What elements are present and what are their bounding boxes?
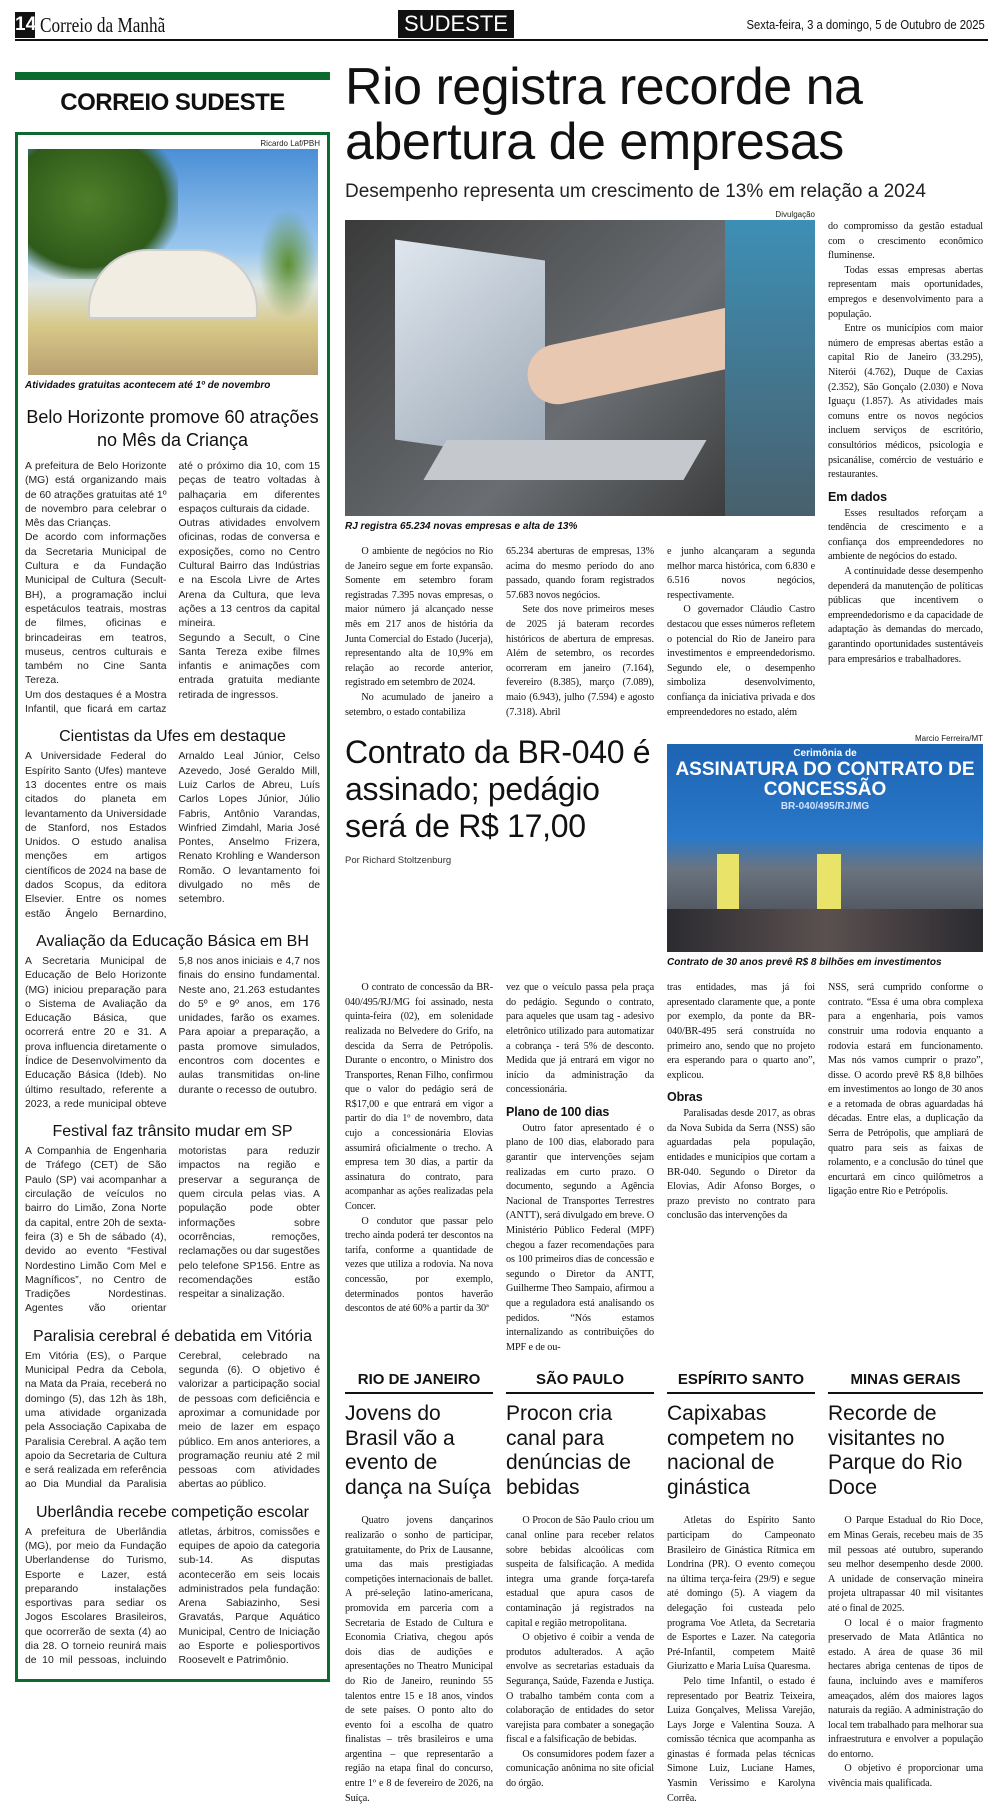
- paragraph: A prefeitura de Belo Horizonte (MG) está organizando mais de 60 atrações gratuitas até 1º de novembro para celebrar o Mês das Crianças.: [25, 461, 167, 530]
- region-tag: MINAS GERAIS: [828, 1371, 983, 1394]
- page-number: 14: [15, 12, 35, 38]
- photo-caption: Atividades gratuitas acontecem até 1º de novembro: [25, 380, 271, 391]
- article-column: [667, 1514, 815, 1806]
- article-column: [345, 981, 493, 1355]
- brief-title: Festival faz trânsito mudar em SP: [52, 1123, 293, 1141]
- paragraph: tras entidades, mas já foi apresentado claramente que, a ponte por exemplo, da ponte da BR-040/BR-495 será construída no primeiro ano, sendo que no projeto era esperando para o quarto ano”, explicou.: [667, 982, 815, 1081]
- paragraph: O condutor que passar pelo trecho ainda poderá ter descontos na tarifa, conforme a quantidade de vezes que utiliza a rodovia. Na nova concessão, por exemplo, determinados pontos haverão descontos de até 60% a partir da 30ª: [345, 1215, 493, 1315]
- paragraph: 65.234 aberturas de empresas, 13% acima do mesmo período do ano passado, quando foram registrados 57.683 novos negócios.: [506, 546, 654, 601]
- rio-photo-block: [345, 210, 815, 533]
- regional-headline: Procon cria canal para denúncias de bebidas: [506, 1402, 631, 1499]
- paragraph: O objetivo é proporcionar uma vivência mais qualificada.: [828, 1763, 983, 1790]
- brief-body: [25, 955, 320, 1112]
- article-column: [828, 1514, 983, 1806]
- paragraph: A prefeitura de Uberlândia (MG), por meio da Fundação Uberlandense do Turismo, Esporte e Lazer, está preparando instalações esportivas para sediar os Jogos Escolares Brasileiros, que ocorrerão de sexta (4) ao dia 28. O torneio reunirá mais de 10 mil pessoas, incluindo atletas, árbitros, comissões e equipes de apoio da categoria sub-14. As disputas acontecerão em seis locais administrados pela fundação: Arena Sabiazinho, Sesi Gravatás, Parque Aquático Municipal, Centro de Iniciação ao Esporte e poliesportivos Roosevelt e Patrimônio.: [25, 1526, 320, 1667]
- banner-road-text: BR-040/495/RJ/MG: [780, 801, 870, 813]
- article-column: [828, 981, 983, 1355]
- paragraph: Em Vitória (ES), o Parque Municipal Pedra da Cebola, na Mata da Praia, receberá no domingo (5), das 12h às 18h, uma atividade organizada pela Associação Capixaba de Paralisia Cerebral. A ação tem apoio da Secretaria de Cultura e será realizada em referência ao Dia Mundial da Paralisia Cerebral, celebrado na segunda (6). O objetivo é valorizar a participação social de pessoas com deficiência e aproximar a comunidade por meio de lazer em espaço público. Em anos anteriores, a programação reuniu até 2 mil pessoas com atividades abertas ao público.: [25, 1350, 320, 1491]
- laptop-keyboard-shape: [423, 440, 706, 480]
- paragraph: do compromisso da gestão estadual com o crescimento econômico fluminense.: [828, 221, 983, 262]
- correio-sudeste-box: [15, 132, 330, 1682]
- paragraph: Esses resultados reforçam a tendência de crescimento e a confiança dos empreendedores no ambiente de negócios do estado.: [828, 507, 983, 563]
- crowd-shape: [667, 909, 983, 952]
- region-tag: ESPÍRITO SANTO: [667, 1371, 815, 1394]
- photo-credit: Ricardo Laf/PBH: [260, 139, 320, 148]
- paragraph: NSS, será cumprido conforme o contrato. “Essa é uma obra complexa para a engenharia, pois vamos construir uma rodovia enquanto a rodovia estará em funcionamento. Mas nós vamos cumprir o prazo”, disse. O acordo prevê R$ 8,8 bilhões em investimentos ao longo de 30 anos e a retomada de obras aguardadas há décadas. Entre elas, a duplicação da Serra de Petrópolis, que ampliará de quatro para seis as faixas de rolamento, e a conclusão do túnel que encurtará em cinco quilômetros a ligação entre Rio e Petrópolis.: [828, 982, 983, 1198]
- photo-laptop: [345, 220, 815, 516]
- paragraph: De acordo com informações da Secretaria Municipal de Cultura e da Fundação Municipal de Cultura (Secult-BH), a programação inclui espetáculos teatrais, mostras de filmes, oficinas e brincadeiras em teatros, museus, centros culturais e também no Cine Santa Tereza.: [25, 532, 167, 687]
- brief-title: Avaliação da Educação Básica em BH: [36, 932, 309, 950]
- paragraph: Outro fator apresentado é o plano de 100 dias, elaborado para garantir que intervenções sejam realizadas em curto prazo. O documento, segundo a Agência Nacional de Transportes Terrestres (ANTT), será divulgado em breve. O Ministério Público Federal (MPF) chegou a fazer recomendações para os 100 primeiros dias de concessão e segundo o Diretor da ANTT, Guilherme Theo Sampaio, afirmou a que a reguladora está analisando os pedidos. “Nós estamos internalizando as contribuições do MPF e de ou-: [506, 1122, 654, 1353]
- edition-date: Sexta-feira, 3 a domingo, 5 de Outubro de 2025: [746, 18, 985, 32]
- br040-photo-block: [667, 734, 983, 969]
- green-bar: [15, 72, 330, 80]
- header-rule: [15, 39, 988, 41]
- br040-article: [345, 734, 988, 1355]
- paragraph: O ambiente de negócios no Rio de Janeiro segue em forte expansão. Somente em setembro foram registradas 7.395 novas empresas, o maior número já alcançado nesse mês em 217 anos de história da Junta Comercial do Estado (Jucerja), representando alta de 10,9% em relação ao recorde anterior, registrado em setembro de 2024.: [345, 546, 493, 689]
- subheading: Em dados: [828, 489, 887, 504]
- paragraph: O governador Cláudio Castro destacou que esses números refletem o potencial do Rio de Janeiro para investimentos e empreendedorismo. Segundo ele, o desempenho simboliza desenvolvimento, confiança da iniciativa privada e dos empreendedores no estado, além: [667, 604, 815, 718]
- building-shape: [88, 249, 258, 319]
- photo-belo-horizonte: [28, 149, 318, 375]
- paragraph: Pelo time Infantil, o estado é representado por Beatriz Teixeira, Luiza Gonçalves, Melissa Varejão, Lays Jorge e Valentina Souza. A comissão técnica que acompanha as ginastas é formada pelas técnicas Simone Luiz, Luciane Hames, Yasmin Veríssimo e Karolyna Corrêa.: [667, 1675, 815, 1804]
- paragraph: O Parque Estadual do Rio Doce, em Minas Gerais, recebeu mais de 35 mil pessoas até outubro, superando seu melhor desempenho desde 2000. A unidade de conservação mineira projeta ultrapassar 40 mil visitantes até o final de 2025.: [828, 1515, 983, 1614]
- brief-title: Cientistas da Ufes em destaque: [59, 728, 286, 746]
- article-column: [345, 545, 493, 720]
- brief-title: Paralisia cerebral é debatida em Vitória: [33, 1327, 312, 1345]
- photo-caption: Contrato de 30 anos prevê R$ 8 bilhões em investimentos: [667, 957, 942, 969]
- sleeve-shape: [725, 220, 815, 516]
- article-column: [667, 545, 815, 720]
- region-tag: SÃO PAULO: [506, 1371, 654, 1394]
- paragraph: Atletas do Espírito Santo participam do Campeonato Brasileiro de Ginástica Rítmica em Londrina (PR). O evento começou na última terça-feira (29/9) e segue até domingo (5). A viagem da delegação foi custeada pelo programa Voe Atleta, da Secretaria de Esportes e Lazer. Na categoria Pré-Infantil, competem Maitê Giurizatto e Maria Luísa Quaresma.: [667, 1515, 815, 1673]
- article-column: [506, 1514, 654, 1806]
- photo-signing-ceremony: [667, 744, 983, 952]
- paragraph: Um dos destaques é a Mostra Infantil, que ficará em cartaz até o próximo dia 10, com 15 peças de teatro voltadas à palhaçaria em diferentes espaços culturais da cidade.: [25, 461, 320, 716]
- brief-title: Belo Horizonte promove 60 atrações no Mês da Criança: [26, 407, 319, 450]
- paragraph: e junho alcançaram a segunda melhor marca histórica, com 6.830 e 6.516 novos negócios, respectivamente.: [667, 546, 815, 601]
- article-column: [506, 545, 654, 720]
- column-title: CORREIO SUDESTE: [60, 89, 285, 116]
- article-column: [345, 1514, 493, 1806]
- regional-headline: Recorde de visitantes no Parque do Rio Doce: [828, 1402, 963, 1499]
- paragraph: Todas essas empresas abertas representam mais oportunidades, empregos e desenvolvimento para a população.: [828, 264, 983, 320]
- newspaper-name: Correio da Manhã: [40, 13, 166, 37]
- banner-small-text: Cerimônia de: [793, 748, 857, 760]
- paragraph: O Procon de São Paulo criou um canal online para receber relatos sobre bebidas alcoólicas com suspeita de falsificação. A medida integra uma grande força-tarefa estadual que apura casos de contaminação já registrados na capital e região metropolitana.: [506, 1515, 654, 1629]
- laptop-screen-shape: [395, 239, 545, 460]
- paragraph: Entre os municípios com maior número de empresas abertas estão a capital Rio de Janeiro (33.295), Niterói (4.762), Duque de Caxias (2.352), São Gonçalo (2.030) e Nova Iguaçu (1.857). As atividades mais comuns entre os novos negócios incluem serviços de escritório, consultórios médicos, psicologia e psicanálise, comércio de vestuário e restaurantes.: [828, 323, 983, 481]
- region-tag: RIO DE JANEIRO: [345, 1371, 493, 1394]
- ceremony-banner: [667, 744, 983, 813]
- subheading: Plano de 100 dias: [506, 1104, 610, 1119]
- photo-credit: Marcio Ferreira/MT: [914, 734, 983, 744]
- subheadline: Desempenho representa um crescimento de 13% em relação a 2024: [345, 181, 926, 202]
- paragraph: O local é o maior fragmento preservado de Mata Atlântica no estado. A área de quase 36 mil hectares abriga centenas de tipos de fauna, incluindo aves e mamíferos ameaçados, além dos maiores lagos naturais da região. A administração do local tem trabalhado para melhorar sua infraestrutura e envolver a população do entorno.: [828, 1617, 983, 1760]
- rio-article: [345, 210, 988, 720]
- paragraph: Sete dos nove primeiros meses de 2025 já bateram recordes históricos de abertura de empresas. Além de setembro, os recordes ocorreram em janeiro (7.164), fevereiro (8.385), março (7.089), maio (6.943), julho (7.594) e agosto (7.318). Abril: [506, 604, 654, 718]
- photo-caption: RJ registra 65.234 novas empresas e alta de 13%: [345, 521, 578, 532]
- photo-credit: Divulgação: [775, 210, 815, 219]
- paragraph: O contrato de concessão da BR-040/495/RJ/MG foi assinado, nesta quinta-feira (02), em solenidade realizada no Belvedere do Grifo, na descida da Serra de Petrópolis. Durante o encontro, o Ministro dos Transportes, Renan Filho, confirmou que o valor do pedágio será de R$17,00 e que entrará em vigor a partir do dia 1º de novembro, data cujo a concessionária Elovias assumirá oficialmente o trecho. A empresa tem 30 dias, a partir da assinatura do contrato, para acompanhar as ações realizadas pela Concer.: [345, 982, 493, 1213]
- paragraph: A Companhia de Engenharia de Tráfego (CET) de São Paulo (SP) vai acompanhar a circulação de veículos no bairro do Limão, Zona Norte da capital, entre 20h de sexta-feira (3) e 5h de sábado (4), devido ao evento “Festival Nordestino Limão Com Mel e Magníficos”, no Centro de Tradições Nordestinas. Agentes vão orientar motoristas para reduzir impactos na região e preservar a segurança de quem circula pelas vias. A população pode obter informações sobre ocorrências, remoções, reclamações ou dar sugestões pelo telefone SP156. Entre as recomendações estão respeitar a sinalização.: [25, 1146, 321, 1315]
- brief-body: [25, 460, 320, 717]
- brief-body: [25, 1526, 320, 1669]
- paragraph: O objetivo é coibir a venda de produtos adulterados. A ação envolve as secretarias estaduais da Segurança, Saúde, Fazenda e Justiça. O trabalho também conta com a colaboração de entidades do setor varejista para combater a sonegação fiscal e a falsificação de bebidas.: [506, 1632, 654, 1746]
- paragraph: Os consumidores podem fazer a comunicação anônima no site oficial do órgão.: [506, 1748, 654, 1790]
- brief-body: [25, 1350, 320, 1493]
- byline: Por Richard Stoltzenburg: [345, 855, 452, 867]
- brief-body: [25, 1145, 320, 1317]
- article-column: [506, 981, 654, 1355]
- main-area: [345, 60, 988, 1806]
- vest-shape: [817, 854, 841, 914]
- paragraph: A Universidade Federal do Espírito Santo (Ufes) manteve 13 docentes entre os mais citados do planeta em levantamento da Universidade de Stanford, nos Estados Unidos. O estudo analisa menções em artigos científicos de 2024 na base de dados Scopus, da editora Elsevier. Entre os nomes estão Ângelo Bernardino, Arnaldo Leal Júnior, Celso Azevedo, José Geraldo Mill, Luiz Carlos de Abreu, Luís Carlos Lopes Júnior, Júlio Fabris, Antônio Varandas, Winfried Zimdahl, Maria José Pontes, Anselmo Frizera, Renato Krohling e Wanderson Romão. O levantamento foi divulgado no mês de setembro.: [25, 751, 320, 920]
- paragraph: vez que o veículo passa pela praça do pedágio. Segundo o contrato, para aqueles que usam tag - adesivo eletrônico utilizado para automatizar a cobrança - terá 5% de desconto. Medida que já entrará em vigor no início da administração da concessionária.: [506, 982, 654, 1096]
- paragraph: Paralisadas desde 2017, as obras da Nova Subida da Serra (NSS) são aguardadas pela população, entidades e municípios que cortam a BR-040. Segundo o Diretor da Elovias, Adir Afonso Borges, o prazo previsto no contrato para conclusão das intervenções da: [667, 1108, 815, 1222]
- paragraph: Quatro jovens dançarinos realizarão o sonho de participar, gratuitamente, do Prix de Lausanne, uma das mais prestigiadas competições internacionais de ballet. A pré-seleção latino-americana, promovida em parceria com a Secretaria de Estado de Cultura e Economia Criativa, chegou após dois dias de audições e apresentações no Theatro Municipal do Rio de Janeiro, reunindo 55 talentos entre 15 e 18 anos, vindos de sete países. O ponto alto do evento foi a escolha de quatro finalistas – três brasileiros e uma argentina – que representarão a região na etapa final do concurso, entre 1º e 8 de fevereiro de 2026, na Suíça.: [345, 1515, 493, 1804]
- article-column: [828, 210, 983, 720]
- regional-row: [345, 1371, 988, 1806]
- main-headline: Rio registra recorde na abertura de empresas: [345, 58, 863, 171]
- palm-shape: [258, 209, 318, 319]
- article-column: [667, 981, 815, 1355]
- paragraph: No acumulado de janeiro a setembro, o estado contabiliza: [345, 691, 493, 718]
- brief-title: Uberlândia recebe competição escolar: [35, 1503, 310, 1521]
- subheading: Obras: [667, 1090, 703, 1105]
- article-headline: Contrato da BR-040 é assinado; pedágio será de R$ 17,00: [345, 734, 651, 845]
- paragraph: A Secretaria Municipal de Educação de Belo Horizonte (MG) iniciou preparação para o Sistema de Avaliação da Educação Básica, que ocorrerá entre 20 e 31. A prova influencia diretamente o Índice de Desenvolvimento da Educação Básica (Ideb). No último resultado, referente a 2023, a rede municipal obteve 5,8 nos anos iniciais e 4,7 nos finais do ensino fundamental. Neste ano, 21.263 estudantes do 5º e 9º anos, em 176 unidades, farão os exames. Para apoiar a preparação, a pasta promove simulados, encontros com docentes e aulas transmitidas on-line durante o recesso de outubro.: [25, 955, 320, 1110]
- section-label: SUDESTE: [398, 10, 514, 38]
- brief-body: [25, 750, 320, 922]
- people-area: [667, 854, 983, 952]
- regional-headline: Jovens do Brasil vão a evento de dança na Suíça: [345, 1402, 491, 1499]
- paragraph: Outras atividades envolvem oficinas, rodas de conversa e exposições, como no Centro Cultural Bairro das Indústrias e na Escola Livre de Artes Arena da Cultura, que leva ações a 13 centros da capital mineira.: [178, 518, 320, 630]
- paragraph: Segundo a Secult, o Cine Santa Tereza exibe filmes infantis e animações com entrada gratuita mediante retirada de ingressos.: [178, 632, 320, 701]
- vest-shape: [717, 854, 739, 914]
- left-column: [15, 72, 330, 1682]
- br040-heading-block: [345, 734, 654, 969]
- paragraph: A continuidade desse desempenho dependerá da manutenção de políticas públicas que incentivem o empreendedorismo e da capacidade de adaptação às demandas do mercado, garantindo oportunidades sustentáveis para empresários e trabalhadores.: [828, 566, 983, 665]
- banner-big-text: ASSINATURA DO CONTRATO DE CONCESSÃO: [675, 759, 975, 801]
- regional-headline: Capixabas competem no nacional de ginástica: [667, 1402, 795, 1499]
